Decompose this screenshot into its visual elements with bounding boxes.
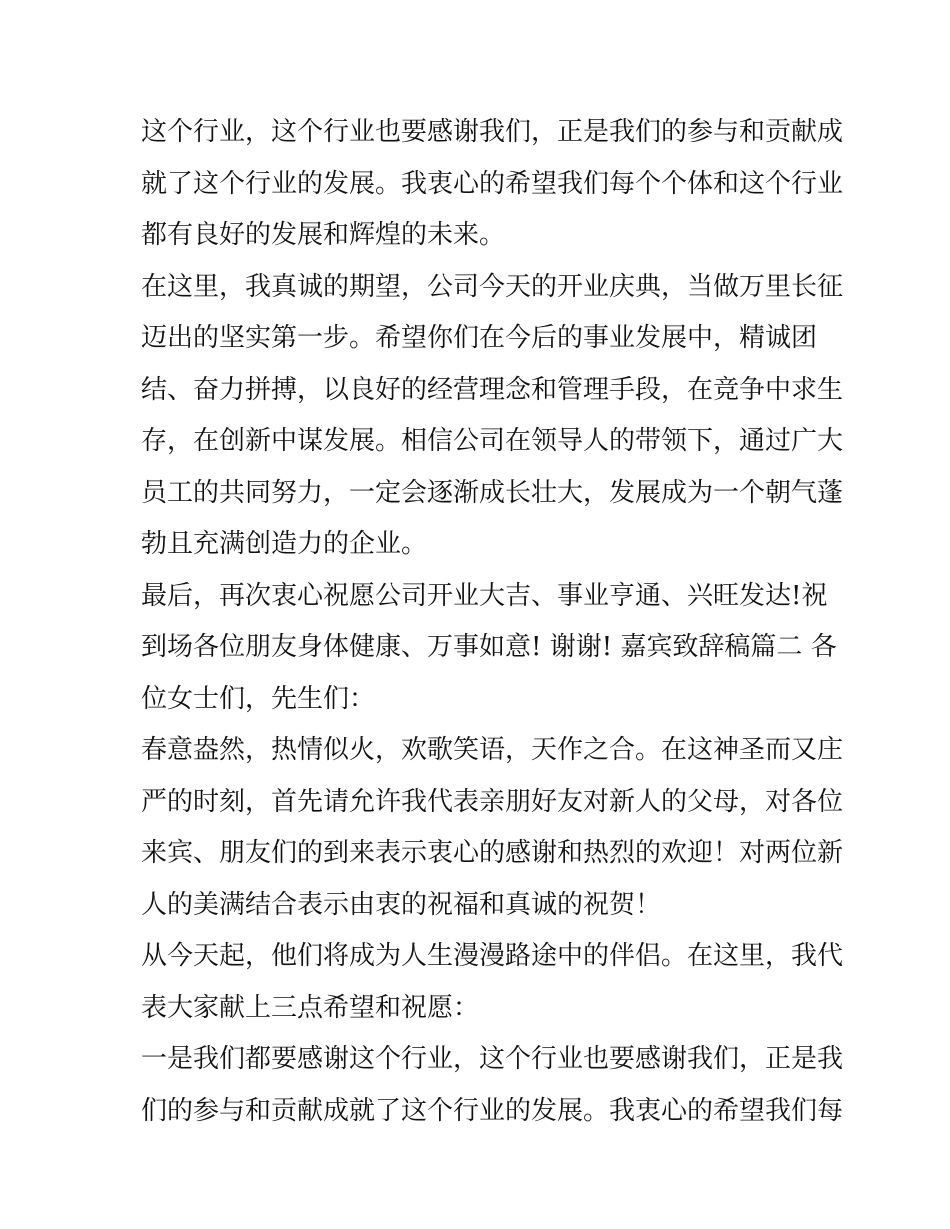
text-line: 春意盎然，热情似火，欢歌笑语，天作之合。在这神圣而又庄 — [141, 735, 844, 765]
text-line: 来宾、朋友们的到来表示衷心的感谢和热烈的欢迎！对两位新 — [141, 838, 844, 868]
text-line: 都有良好的发展和辉煌的未来。 — [141, 220, 506, 250]
text-line: 勃且充满创造力的企业。 — [141, 529, 428, 559]
text-line: 在这里，我真诚的期望，公司今天的开业庆典，当做万里长征 — [141, 271, 844, 302]
text-line: 迈出的坚实第一步。希望你们在今后的事业发展中，精诚团 — [141, 323, 818, 353]
document-body — [141, 107, 844, 1137]
text-line: 存，在创新中谋发展。相信公司在领导人的带领下，通过广大 — [141, 426, 844, 456]
text-line: 最后，再次衷心祝愿公司开业大吉、事业亨通、兴旺发达!祝 — [141, 580, 828, 611]
text-line: 就了这个行业的发展。我衷心的希望我们每个个体和这个行业 — [141, 168, 844, 199]
text-line: 人的美满结合表示由衷的祝福和真诚的祝贺！ — [141, 889, 662, 920]
text-line: 位女士们，先生们： — [141, 683, 376, 714]
text-line: 结、奋力拼搏，以良好的经营理念和管理手段，在竞争中求生 — [141, 374, 844, 405]
text-line: 表大家献上三点希望和祝愿： — [141, 992, 480, 1023]
text-line: 一是我们都要感谢这个行业，这个行业也要感谢我们，正是我 — [141, 1044, 844, 1074]
text-line: 严的时刻，首先请允许我代表亲朋好友对新人的父母，对各位 — [141, 786, 844, 817]
text-line: 们的参与和贡献成就了这个行业的发展。我衷心的希望我们每 — [141, 1095, 844, 1126]
text-line: 这个行业，这个行业也要感谢我们，正是我们的参与和贡献成 — [141, 117, 844, 147]
text-line: 到场各位朋友身体健康、万事如意! 谢谢! 嘉宾致辞稿篇二 各 — [141, 632, 837, 662]
text-line: 从今天起，他们将成为人生漫漫路途中的伴侣。在这里，我代 — [141, 941, 844, 971]
text-line: 员工的共同努力，一定会逐渐成长壮大，发展成为一个朝气蓬 — [141, 477, 844, 508]
